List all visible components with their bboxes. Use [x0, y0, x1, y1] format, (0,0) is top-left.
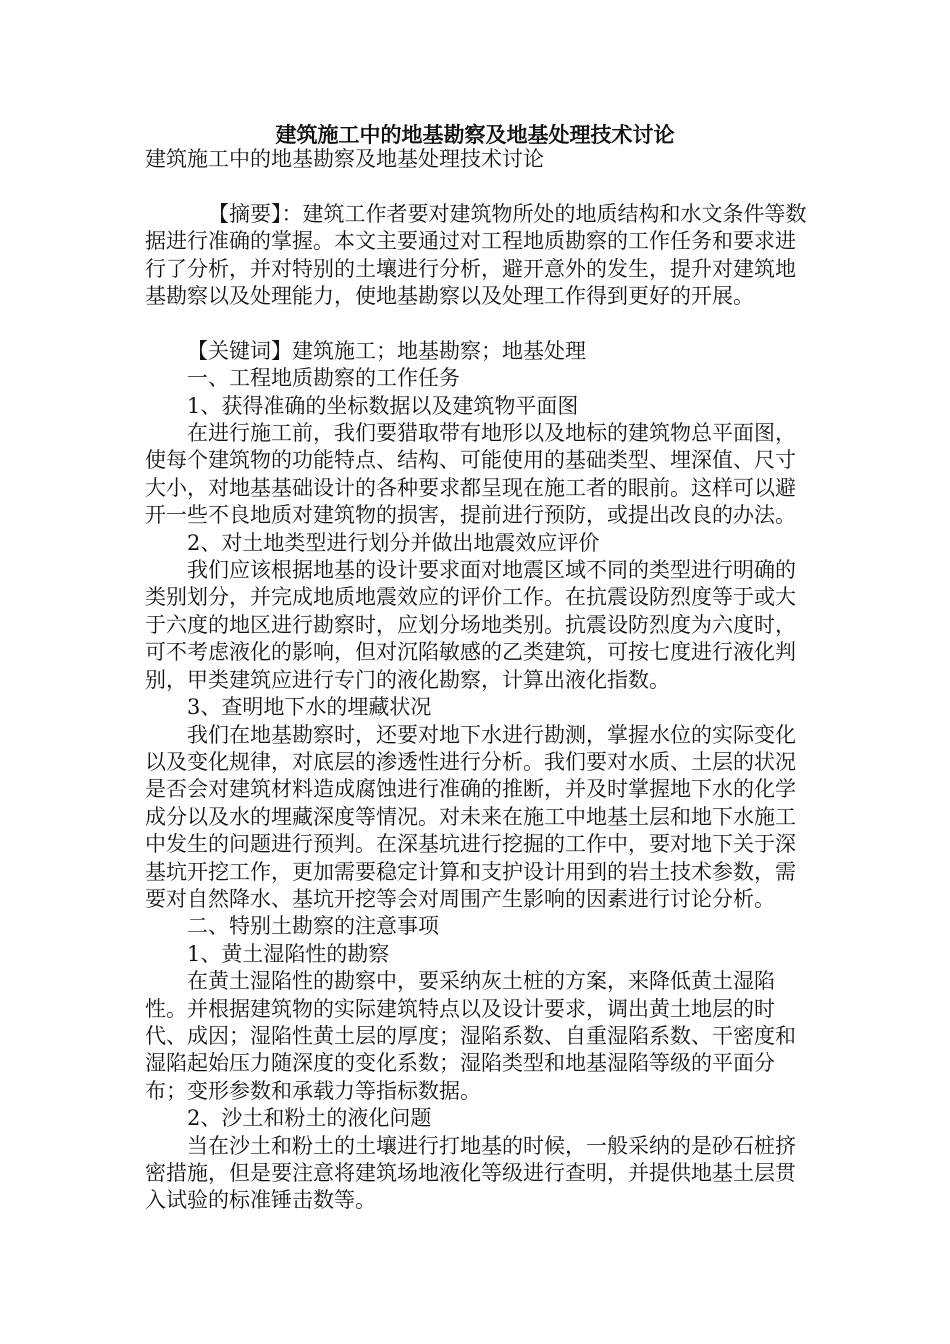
section-heading: 一、工程地质勘察的工作任务 — [187, 366, 460, 391]
body-paragraph: 我们在地基勘察时，还要对地下水进行勘测，掌握水位的实际变化以及变化规律，对底层的渗透性进行分析。我们要对水质、土层的状况是否会对建筑材料造成腐蚀进行准确的推断，并及时掌握地下水的化学成分以及水的埋藏深度等情况。对未来在施工中地基土层和地下水施工中发生的问题进行预判。在深基坑进行挖掘的工作中，要对地下关于深基坑开挖工作，更加需要稳定计算和支护设计用到的岩土技术参数，需要对自然降水、基坑开挖等会对周围产生影响的因素进行讨论分析。 — [145, 722, 796, 911]
body-paragraph: 在进行施工前，我们要猎取带有地形以及地标的建筑物总平面图，使每个建筑物的功能特点、结构、可能使用的基础类型、埋深值、尺寸大小，对地基基础设计的各种要求都呈现在施工者的眼前。这样可以避开一些不良地质对建筑物的损害，提前进行预防，或提出改良的办法。 — [145, 421, 796, 528]
document-title: 建筑施工中的地基勘察及地基处理技术讨论 — [275, 122, 675, 147]
subsection-heading: 3、查明地下水的埋藏状况 — [187, 695, 432, 720]
body-paragraph: 我们应该根据地基的设计要求面对地震区域不同的类型进行明确的类别划分，并完成地质地震效应的评价工作。在抗震设防烈度等于或大于六度的地区进行勘察时，应划分场地类别。抗震设防烈度为六度时，可不考虑液化的影响，但对沉陷敏感的乙类建筑，可按七度进行液化判别，甲类建筑应进行专门的液化勘察，计算出液化指数。 — [145, 558, 796, 692]
body-paragraph: 在黄土湿陷性的勘察中，要采纳灰土桩的方案，来降低黄土湿陷性。并根据建筑物的实际建筑特点以及设计要求，调出黄土地层的时代、成因；湿陷性黄土层的厚度；湿陷系数、自重湿陷系数、干密度和湿陷起始压力随深度的变化系数；湿陷类型和地基湿陷等级的平面分布；变形参数和承载力等指标数据。 — [145, 969, 796, 1103]
blank-line — [145, 173, 815, 200]
subsection-heading: 2、对土地类型进行划分并做出地震效应评价 — [187, 530, 600, 555]
abstract-paragraph: 【摘要】：建筑工作者要对建筑物所处的地质结构和水文条件等数据进行准确的掌握。本文主要通过对工程地质勘察的工作任务和要求进行了分析，并对特别的土壤进行分析，避开意外的发生，提升对建筑地基勘察以及处理能力，使地基勘察以及处理工作得到更好的开展。 — [145, 201, 807, 309]
subsection-heading: 2、沙土和粉土的液化问题 — [187, 1106, 432, 1131]
blank-line — [145, 310, 815, 337]
subsection-heading: 1、黄土湿陷性的勘察 — [187, 941, 390, 966]
body-paragraph: 当在沙土和粉土的土壤进行打地基的时候，一般采纳的是砂石桩挤密措施，但是要注意将建筑场地液化等级进行查明，并提供地基土层贯入试验的标准锤击数等。 — [145, 1133, 796, 1213]
document-subtitle: 建筑施工中的地基勘察及地基处理技术讨论 — [145, 147, 544, 171]
keywords-line: 【关键词】建筑施工；地基勘察；地基处理 — [187, 338, 586, 363]
subsection-heading: 1、获得准确的坐标数据以及建筑物平面图 — [187, 393, 579, 418]
section-heading: 二、特别土勘察的注意事项 — [187, 914, 439, 939]
document-body — [145, 146, 815, 1215]
